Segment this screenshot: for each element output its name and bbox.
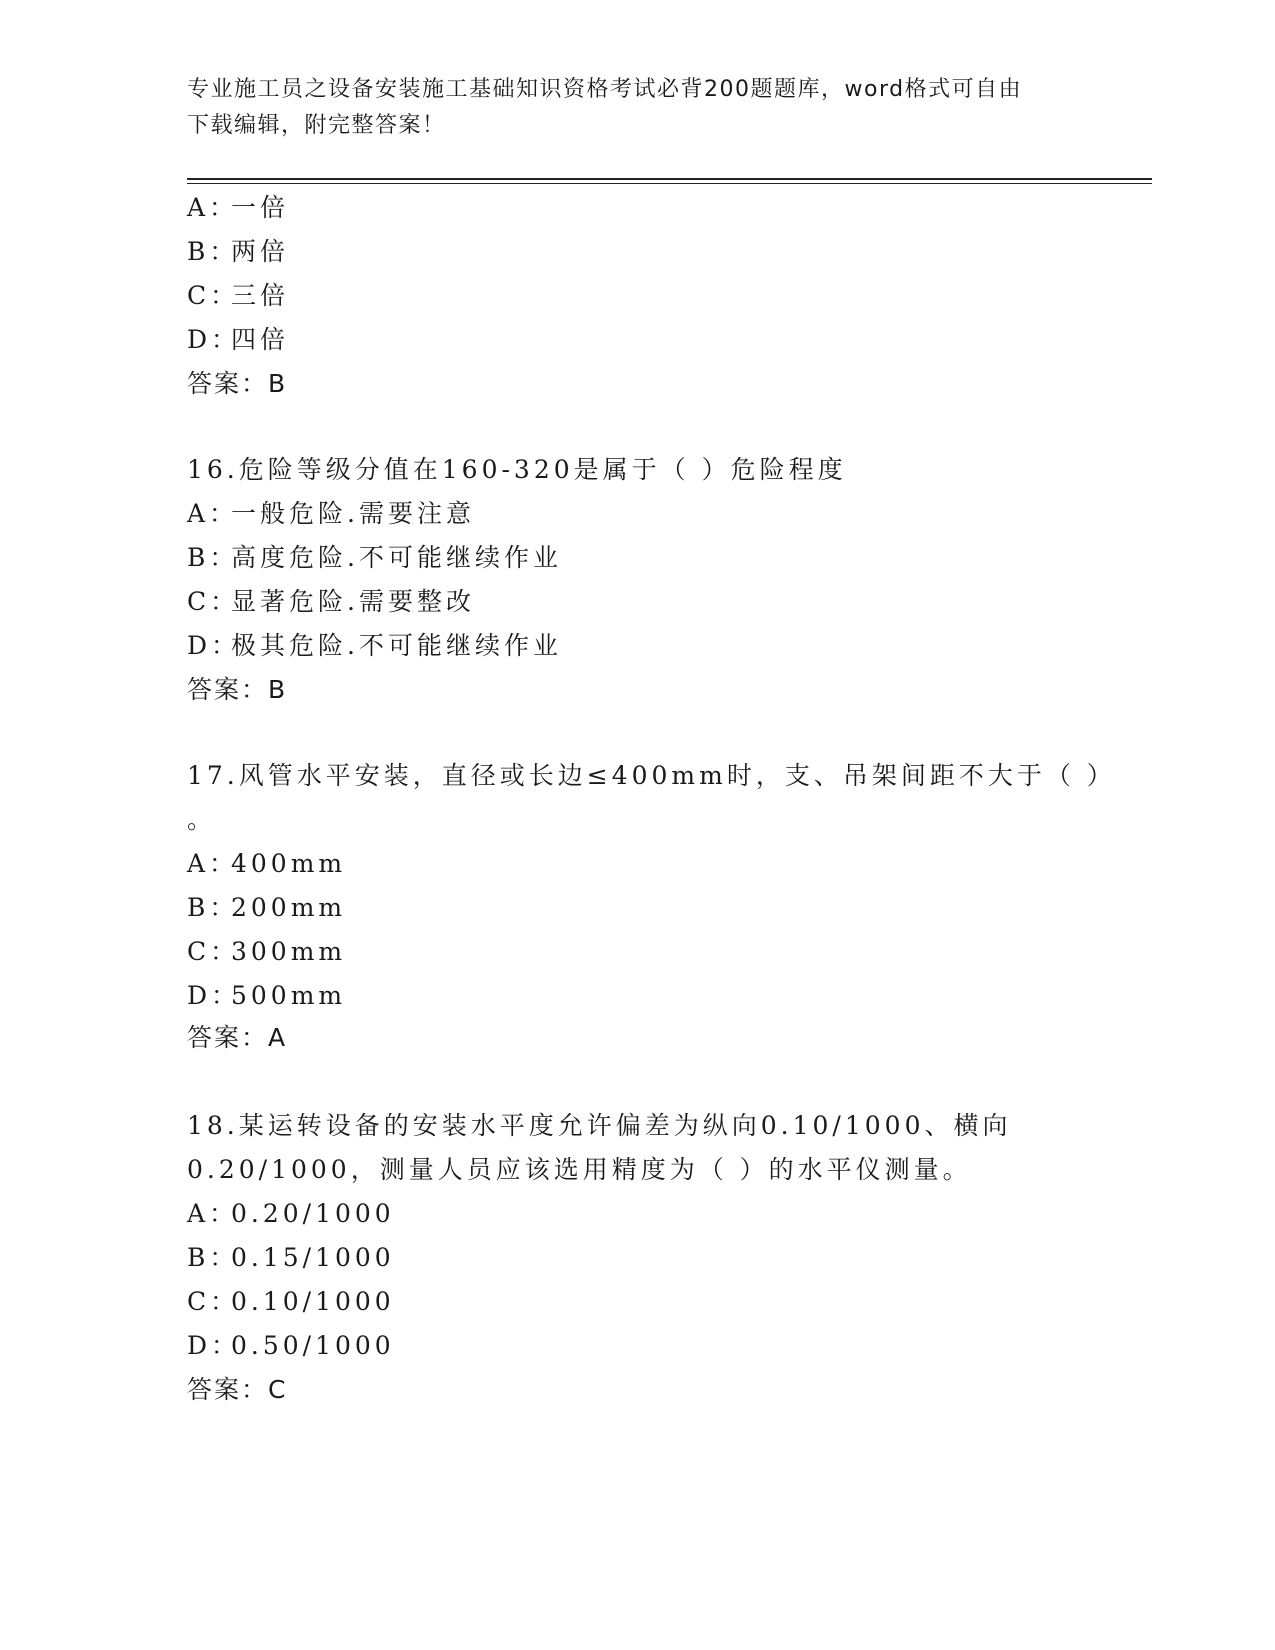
option-letter: D：: [187, 325, 241, 354]
q16-stem: 16.危险等级分值在160-320是属于（ ）危险程度: [187, 455, 847, 484]
option-text: 0.20/1000: [231, 1199, 395, 1228]
document-header: [187, 72, 1067, 144]
option-letter: C：: [187, 937, 240, 966]
option-text: 0.15/1000: [231, 1243, 395, 1272]
option-letter: D：: [187, 1331, 241, 1360]
q16-answer: 答案：B: [187, 675, 288, 704]
option-text: 高度危险.不可能继续作业: [231, 543, 562, 572]
q16-option-c: [187, 586, 475, 618]
option-letter: A：: [187, 849, 239, 878]
option-text: 一般危险.需要注意: [231, 499, 475, 528]
option-text: 四倍: [231, 325, 290, 354]
option-text: 500mm: [231, 981, 347, 1010]
q18-stem-line-1: 18.某运转设备的安装水平度允许偏差为纵向0.10/1000、横向: [187, 1111, 1012, 1140]
q15-option-b: [187, 236, 289, 268]
option-letter: B：: [187, 893, 239, 922]
option-text: 极其危险.不可能继续作业: [231, 631, 562, 660]
q15-option-a: [187, 192, 289, 224]
option-text: 显著危险.需要整改: [231, 587, 475, 616]
option-letter: D：: [187, 981, 241, 1010]
q17-answer: 答案：A: [187, 1023, 288, 1052]
option-text: 两倍: [231, 237, 290, 266]
q17-option-b: [187, 892, 346, 924]
q17-stem-line-2: 。: [187, 805, 217, 834]
q18-option-d: [187, 1330, 395, 1362]
q17-option-c: [187, 936, 346, 968]
option-text: 0.50/1000: [231, 1331, 395, 1360]
header-line-1: 专业施工员之设备安装施工基础知识资格考试必背200题题库，word格式可自由: [187, 77, 1023, 102]
q17-stem-line-1: 17.风管水平安装，直径或长边≤400mm时，支、吊架间距不大于（ ）: [187, 761, 1116, 790]
q18-option-c: [187, 1286, 395, 1318]
header-rule-thin: [187, 183, 1152, 184]
q18-answer: 答案：C: [187, 1375, 288, 1404]
option-text: 400mm: [231, 849, 347, 878]
option-letter: C：: [187, 1287, 240, 1316]
option-letter: B：: [187, 543, 239, 572]
q18-stem-line-2: 0.20/1000，测量人员应该选用精度为（ ）的水平仪测量。: [187, 1155, 972, 1184]
q16-option-b: [187, 542, 562, 574]
option-letter: B：: [187, 1243, 239, 1272]
option-text: 200mm: [231, 893, 347, 922]
header-rule-thick: [187, 178, 1152, 180]
option-letter: A：: [187, 193, 239, 222]
q17-option-d: [187, 980, 346, 1012]
option-letter: D：: [187, 631, 241, 660]
q17-option-a: [187, 848, 346, 880]
option-text: 三倍: [231, 281, 290, 310]
option-letter: A：: [187, 499, 239, 528]
q15-option-c: [187, 280, 289, 312]
q15-option-d: [187, 324, 289, 356]
option-text: 一倍: [231, 193, 290, 222]
option-text: 300mm: [231, 937, 347, 966]
q15-answer: 答案：B: [187, 369, 288, 398]
option-letter: C：: [187, 281, 240, 310]
q16-option-a: [187, 498, 475, 530]
q18-option-a: [187, 1198, 395, 1230]
q16-option-d: [187, 630, 562, 662]
option-text: 0.10/1000: [231, 1287, 395, 1316]
q18-option-b: [187, 1242, 395, 1274]
option-letter: A：: [187, 1199, 239, 1228]
option-letter: B：: [187, 237, 239, 266]
option-letter: C：: [187, 587, 240, 616]
header-line-2: 下载编辑，附完整答案！: [187, 113, 446, 138]
